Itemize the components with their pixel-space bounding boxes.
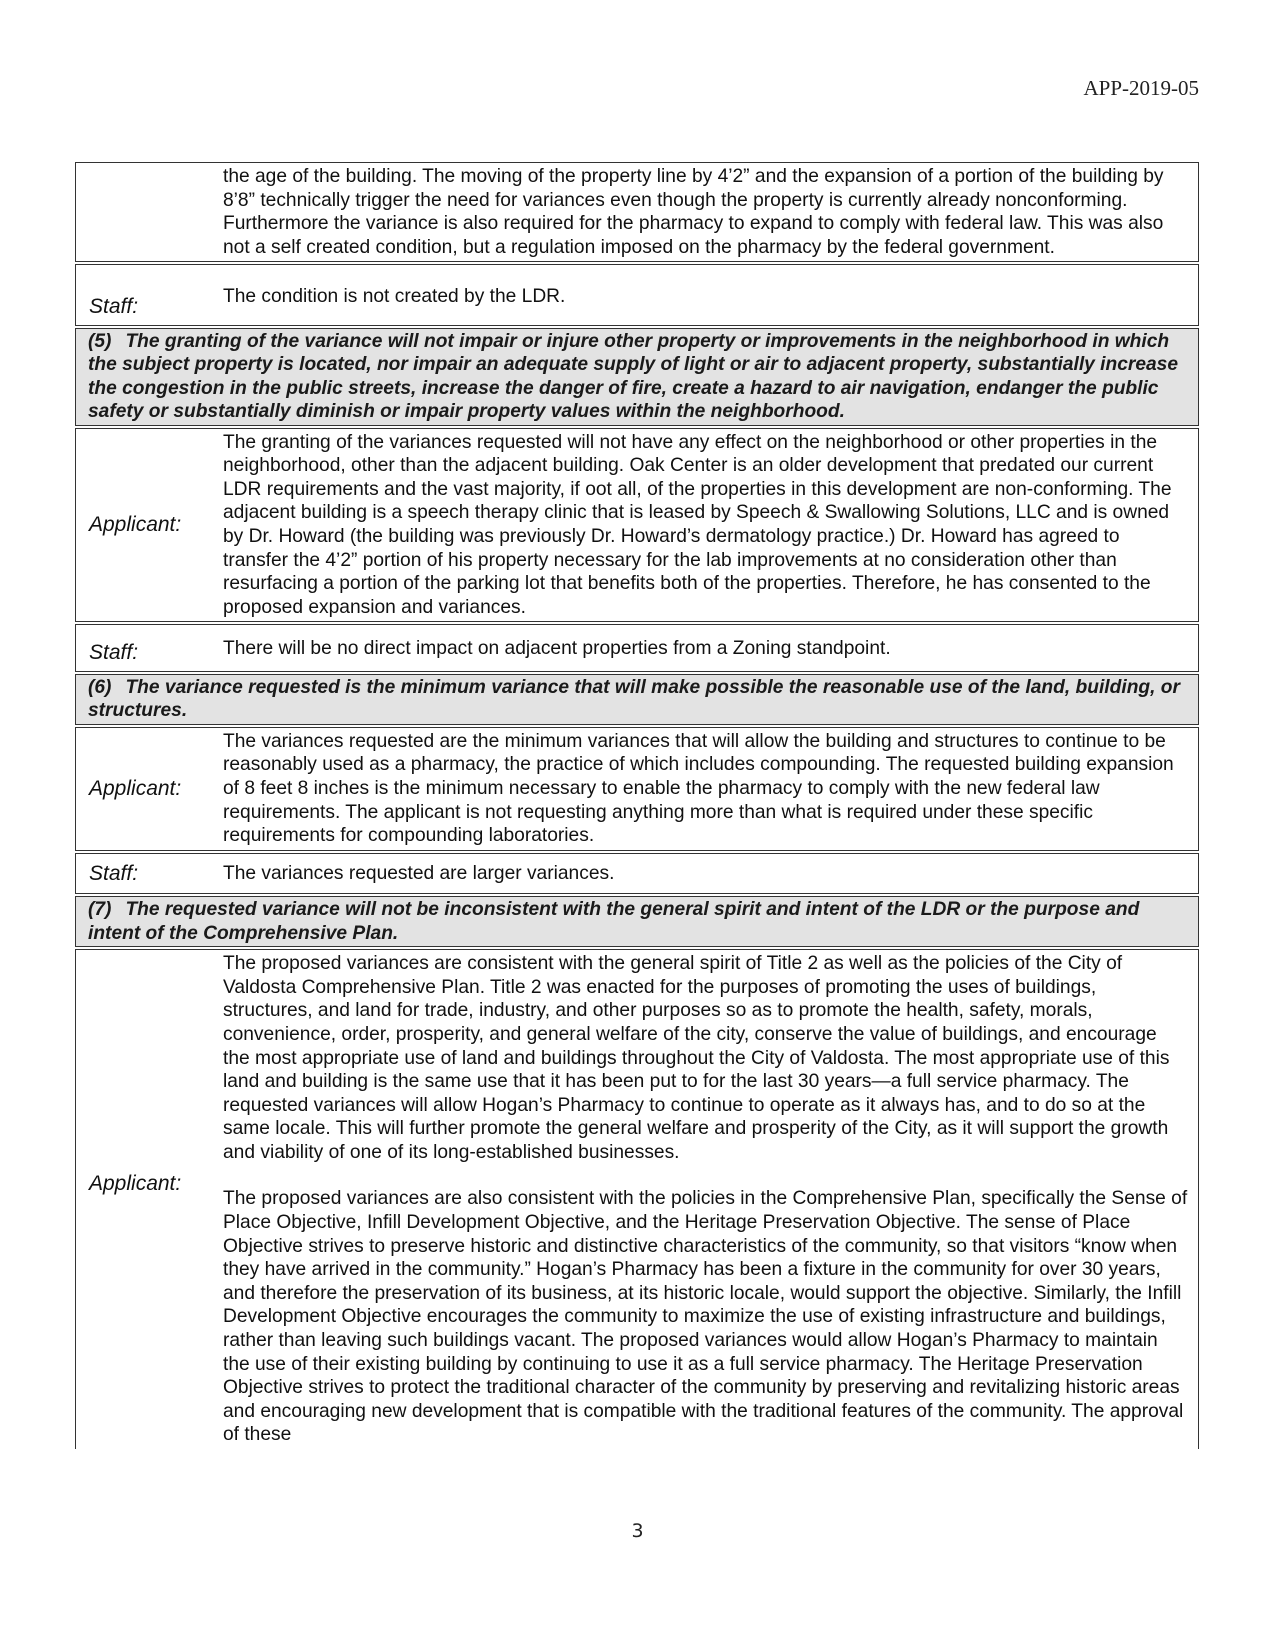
- document-id: APP-2019-05: [1083, 76, 1199, 100]
- staff-label: Staff:: [75, 624, 223, 672]
- applicant-label: Applicant:: [75, 428, 223, 623]
- criterion-7-statement: The requested variance will not be inconsistent with the general spirit and intent of the LDR or the purpose and intent of the Comprehensive Plan.: [88, 899, 1140, 944]
- criterion-5-text: [75, 328, 1199, 426]
- applicant-row-6: [75, 727, 1199, 851]
- criterion-7: [75, 896, 1199, 947]
- applicant-row-7: [75, 949, 1199, 1449]
- applicant-response-7: [223, 949, 1199, 1449]
- empty-label-cell: [75, 162, 223, 262]
- continued-applicant-text: the age of the building. The moving of the property line by 4’2” and the expansion of a portion of the building by 8’8” technically trigger the need for variances even though the property is currently already nonconforming. Furthermore the variance is also required for the pharmacy to expand to comply with federal law. This was also not a self created condition, but a regulation imposed on the pharmacy by the federal government.: [223, 162, 1199, 262]
- staff-response-6: The variances requested are larger variances.: [223, 853, 1199, 895]
- applicant-response-6: The variances requested are the minimum variances that will allow the building and structures to continue to be reasonably used as a pharmacy, the practice of which includes compounding. The requested building expansion of 8 feet 8 inches is the minimum necessary to enable the pharmacy to comply with the new federal law requirements. The applicant is not requesting anything more than what is required under these specific requirements for compounding laboratories.: [223, 727, 1199, 851]
- applicant-response-7-paragraph-1: The proposed variances are consistent with the general spirit of Title 2 as well as the policies of the City of Valdosta Comprehensive Plan. Title 2 was enacted for the purposes of promoting the uses of buildings, structures, and land for trade, industry, and other purposes so as to promote the health, safety, morals, convenience, order, prosperity, and general welfare of the city, conserve the value of buildings, and encourage the most appropriate use of land and buildings throughout the City of Valdosta. The most appropriate use of this land and building is the same use that it has been put to for the last 30 years—a full service pharmacy. The requested variances will allow Hogan’s Pharmacy to continue to operate as it always has, and to do so at the same locale. This will further promote the general welfare and prosperity of the City, as it will support the growth and viability of one of its long-established businesses.: [223, 953, 1170, 1163]
- criterion-5: [75, 328, 1199, 426]
- page-number: 3: [631, 1520, 644, 1542]
- applicant-response-7-paragraph-2: The proposed variances are also consistent with the policies in the Comprehensive Plan, specifically the Sense of Place Objective, Infill Development Objective, and the Heritage Preservation Objective. The sense of Place Objective strives to preserve historic and distinctive characteristics of the community, so that visitors “know when they have arrived in the community.” Hogan’s Pharmacy has been a fixture in the community for over 30 years, and therefore the preservation of its business, at its historic locale, would support the objective. Similarly, the Infill Development Objective encourages the community to maximize the use of existing infrastructure and buildings, rather than leaving such buildings vacant. The proposed variances would allow Hogan’s Pharmacy to maintain the use of their existing building by continuing to use it as a full service pharmacy. The Heritage Preservation Objective strives to protect the traditional character of the community by preserving and revitalizing historic areas and encouraging new development that is compatible with the traditional features of the community. The approval of these: [223, 1188, 1188, 1446]
- criterion-7-text: [75, 896, 1199, 947]
- criterion-5-statement: The granting of the variance will not impair or injure other property or improvements in the neighborhood in which the subject property is located, nor impair an adequate supply of light or air to adjacent property, substantially increase the congestion in the public streets, increase the danger of fire, create a hazard to air navigation, endanger the public safety or substantially diminish or impair property values within the neighborhood.: [88, 330, 1179, 423]
- staff-row-5: [75, 624, 1199, 672]
- staff-row-4: [75, 264, 1199, 326]
- variance-criteria-table: [75, 160, 1199, 1510]
- staff-label: Staff:: [75, 853, 223, 895]
- staff-label: Staff:: [75, 264, 223, 326]
- continued-applicant-row: [75, 162, 1199, 262]
- criterion-6-statement: The variance requested is the minimum variance that will make possible the reasonable use of the land, building, or structures.: [88, 676, 1180, 722]
- criterion-6-number: (6): [88, 676, 112, 698]
- criterion-7-number: (7): [88, 899, 112, 921]
- applicant-label: Applicant:: [75, 949, 223, 1449]
- applicant-response-5: The granting of the variances requested will not have any effect on the neighborhood or other properties in the neighborhood, other than the adjacent building. Oak Center is an older development that predated our current LDR requirements and the vast majority, if oot all, of the properties in this development are non-conforming. The adjacent building is a speech therapy clinic that is leased by Speech & Swallowing Solutions, LLC and is owned by Dr. Howard (the building was previously Dr. Howard’s dermatology practice.) Dr. Howard has agreed to transfer the 4’2” portion of his property necessary for the lab improvements at no consideration other than resurfacing a portion of the parking lot that benefits both of the properties. Therefore, he has consented to the proposed expansion and variances.: [223, 428, 1199, 623]
- criterion-6: [75, 674, 1199, 725]
- criterion-5-number: (5): [88, 330, 112, 352]
- staff-row-6: [75, 853, 1199, 895]
- staff-response-5: There will be no direct impact on adjacent properties from a Zoning standpoint.: [223, 624, 1199, 672]
- staff-response-4: The condition is not created by the LDR.: [223, 264, 1199, 326]
- applicant-row-5: [75, 428, 1199, 623]
- applicant-label: Applicant:: [75, 727, 223, 851]
- criterion-6-text: [75, 674, 1199, 725]
